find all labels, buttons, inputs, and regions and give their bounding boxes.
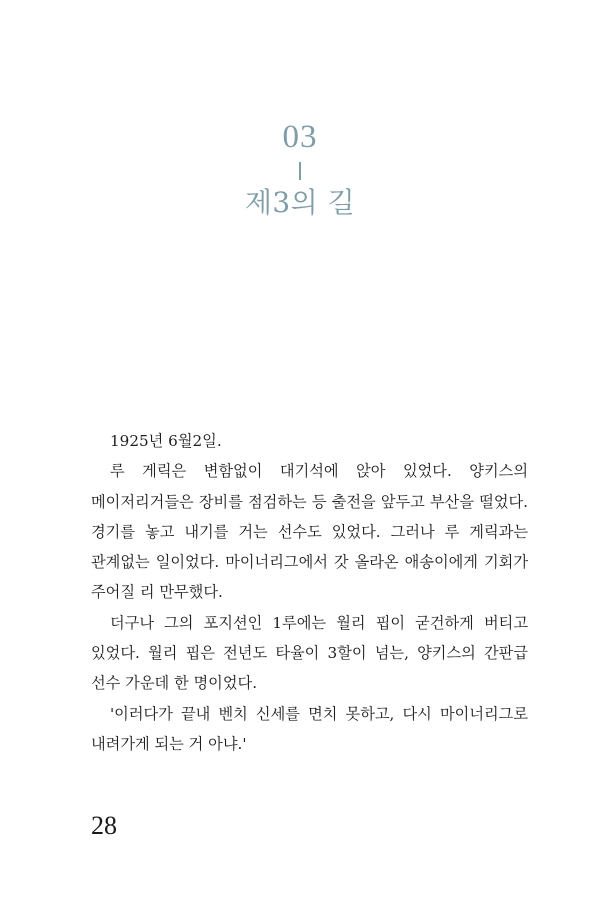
chapter-number: 03: [282, 119, 318, 155]
body-text: [91, 426, 528, 759]
chapter-heading: [0, 118, 600, 221]
paragraph-thought: '이러다가 끝내 벤치 신세를 면치 못하고, 다시 마이너리그로 내려가게 되는 거 아냐.': [91, 704, 528, 753]
paragraph-date: 1925년 6월2일.: [110, 432, 222, 450]
paragraph: 루 게릭은 변함없이 대기석에 앉아 있었다. 양키스의 메이저리거들은 장비를 점검하는 등 출전을 앞두고 부산을 떨었다. 경기를 놓고 내기를 거는 선수도 있었다. 그러나 루 게릭과는 관계없는 일이었다. 마이너리그에서 갓 올라온 애송이에게 기회가 주어질 리 만무했다.: [91, 462, 528, 602]
paragraph: 더구나 그의 포지션인 1루에는 월리 핍이 굳건하게 버티고 있었다. 월리 핍은 전년도 타율이 3할이 넘는, 양키스의 간판급 선수 가운데 한 명이었다.: [91, 613, 528, 693]
chapter-title: 제3의 길: [244, 186, 356, 219]
page-number: 28: [91, 811, 117, 840]
chapter-divider: [299, 162, 301, 180]
